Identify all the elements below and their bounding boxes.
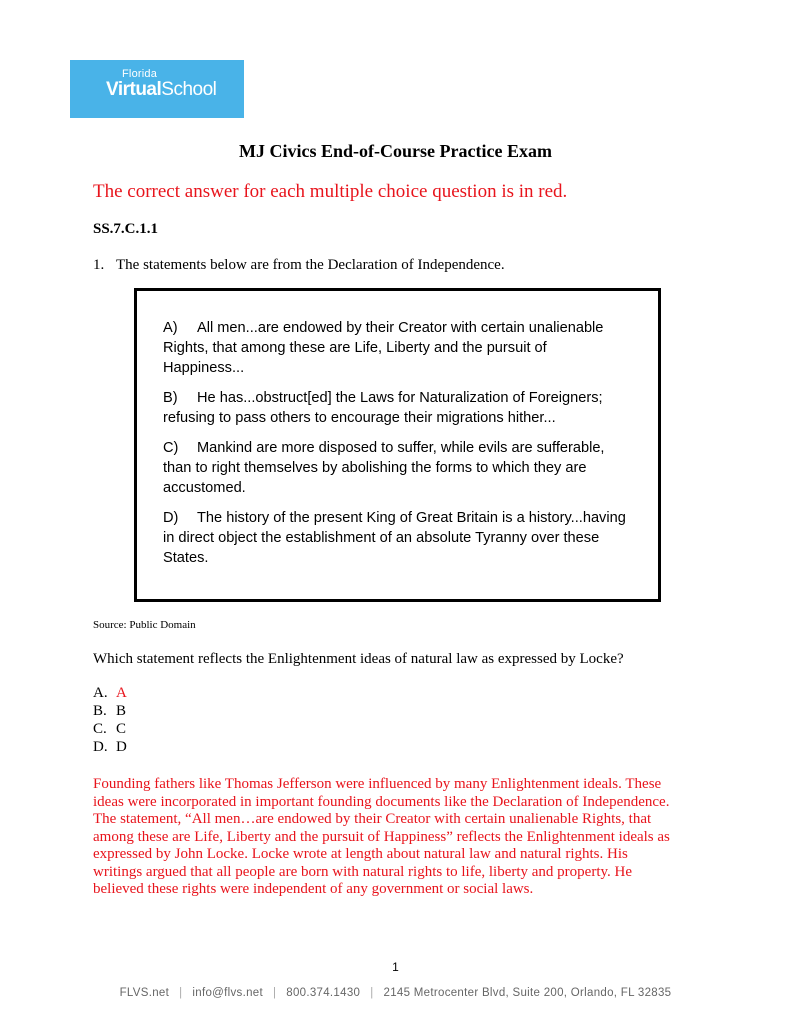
- quote-a: [163, 318, 643, 378]
- standard-code: SS.7.C.1.1: [93, 221, 159, 237]
- option-text-correct: A: [116, 685, 127, 701]
- explanation-line: believed these rights were independent of any government or social laws.: [93, 881, 534, 897]
- page-title: MJ Civics End-of-Course Practice Exam: [239, 141, 552, 161]
- explanation-line: expressed by John Locke. Locke wrote at length about natural law and natural rights. His: [93, 846, 628, 862]
- footer-separator: |: [370, 987, 374, 999]
- answer-key-note: The correct answer for each multiple choice question is in red.: [93, 181, 568, 202]
- quote-line: Mankind are more disposed to suffer, while evils are sufferable,: [197, 440, 605, 456]
- explanation-line: writings argued that all people are born with natural rights to life, liberty and property. He: [93, 863, 633, 880]
- logo-school: School: [161, 79, 217, 100]
- footer-phone: 800.374.1430: [286, 987, 361, 999]
- option-letter: B.: [93, 703, 107, 719]
- quote-b: [163, 388, 643, 428]
- quote-line: The history of the present King of Great Britain is a history...having: [197, 510, 626, 526]
- option-text: C: [116, 721, 127, 737]
- quote-line: Rights, that among these are Life, Liberty and the pursuit of: [163, 340, 547, 356]
- question-intro-text: The statements below are from the Declaration of Independence.: [116, 257, 505, 273]
- logo-virtual: Virtual: [106, 79, 162, 100]
- quote-c: [163, 438, 643, 498]
- footer-website: FLVS.net: [119, 987, 170, 999]
- quote-label: C): [163, 440, 179, 456]
- source-caption: Source: Public Domain: [93, 619, 196, 631]
- option-a: [93, 684, 127, 702]
- footer-email: info@flvs.net: [192, 987, 263, 999]
- quote-line: All men...are endowed by their Creator with certain unalienable: [197, 320, 604, 336]
- quote-line: refusing to pass others to encourage their migrations hither...: [163, 410, 556, 426]
- quote-label: A): [163, 320, 178, 336]
- page-number: 1: [392, 960, 399, 974]
- explanation-line: ideas were incorporated in important founding documents like the Declaration of Independence.: [93, 793, 670, 810]
- quote-line: States.: [163, 550, 209, 566]
- option-d: [93, 738, 127, 756]
- footer-address: 2145 Metrocenter Blvd, Suite 200, Orlando, FL 32835: [383, 987, 672, 999]
- question-prompt: Which statement reflects the Enlightenment ideas of natural law as expressed by Locke?: [93, 651, 624, 667]
- quote-line: accustomed.: [163, 480, 246, 496]
- option-letter: A.: [93, 685, 108, 701]
- option-text: B: [116, 703, 127, 719]
- option-text: D: [116, 739, 127, 755]
- quote-line: He has...obstruct[ed] the Laws for Naturalization of Foreigners;: [197, 390, 603, 406]
- quote-label: D): [163, 510, 179, 526]
- quote-d: [163, 508, 643, 568]
- explanation-line: among these are Life, Liberty and the pursuit of Happiness” reflects the Enlightenment ideals as: [93, 828, 670, 845]
- question-intro: [93, 257, 505, 274]
- quote-label: B): [163, 390, 178, 406]
- answer-options: [93, 684, 127, 756]
- answer-explanation: [93, 776, 713, 899]
- quote-line: in direct object the establishment of an absolute Tyranny over these: [163, 530, 600, 546]
- footer-separator: |: [272, 987, 277, 999]
- flvs-logo: [70, 60, 244, 118]
- option-c: [93, 720, 127, 738]
- quote-line: than to right themselves by abolishing the forms to which they are: [163, 460, 587, 476]
- question-number: 1.: [93, 257, 105, 273]
- logo-line-virtual-school: [106, 79, 216, 101]
- quote-line: Happiness...: [163, 360, 245, 376]
- explanation-line: The statement, “All men…are endowed by their Creator with certain unalienable Rights, that: [93, 811, 652, 827]
- option-letter: D.: [93, 739, 108, 755]
- option-b: [93, 702, 127, 720]
- logo-line-florida: Florida: [122, 68, 158, 80]
- explanation-line: Founding fathers like Thomas Jefferson were influenced by many Enlightenment ideals. These: [93, 776, 662, 792]
- quote-box: [134, 288, 661, 602]
- option-letter: C.: [93, 721, 107, 737]
- footer-separator: |: [179, 987, 183, 999]
- page-footer: [0, 987, 791, 999]
